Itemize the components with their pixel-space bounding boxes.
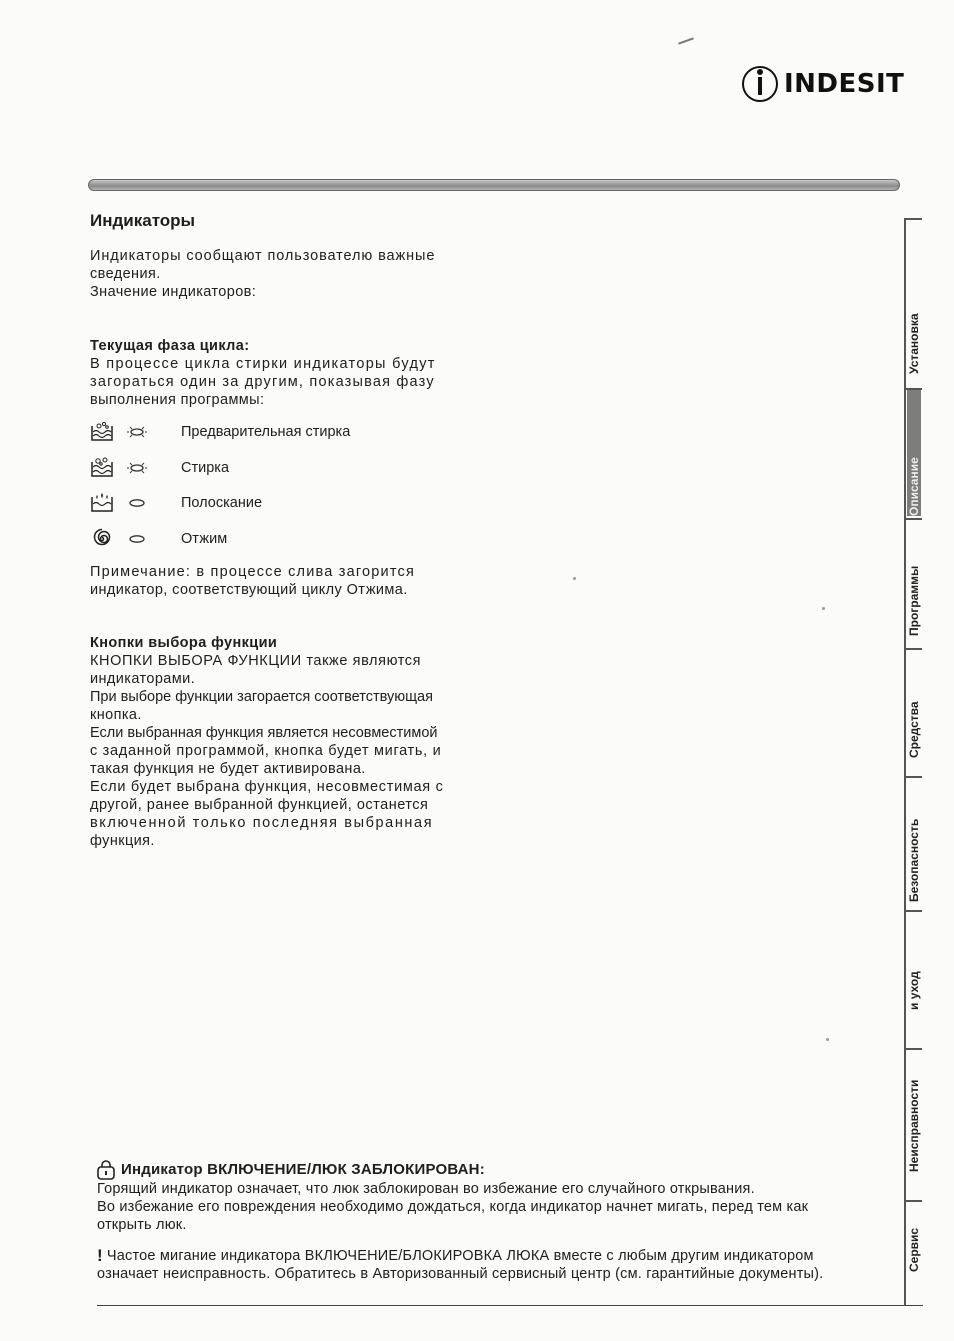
lock-icon [97, 1160, 115, 1180]
header-bar [88, 179, 900, 191]
function-text-line: с заданной программой, кнопка будет мигать, и [90, 743, 442, 759]
warning-line: Частое мигание индикатора ВКЛЮЧЕНИЕ/БЛОКИРОВКА ЛЮКА вместе с любым другим индикатором [106, 1248, 814, 1264]
indicator-row-prewash [90, 420, 351, 444]
scan-mark [678, 37, 694, 44]
door-lock-heading: Индикатор ВКЛЮЧЕНИЕ/ЛЮК ЗАБЛОКИРОВАН: [121, 1161, 485, 1178]
led-off-icon [126, 496, 148, 510]
function-text-line: такая функция не будет активирована. [90, 761, 366, 777]
intro-line: Значение индикаторов: [90, 284, 257, 300]
indicator-row-rinse [90, 491, 263, 515]
spin-icon [90, 527, 116, 551]
cycle-text-line: выполнения программы: [90, 392, 265, 408]
intro-line: Индикаторы сообщают пользователю важные [90, 248, 436, 264]
door-lock-line: Во избежание его повреждения необходимо дождаться, когда индикатор начнет мигать, перед тем как [97, 1199, 809, 1215]
sidebar-tab-setup[interactable]: Установка [907, 313, 921, 374]
function-text-line: индикаторами. [90, 671, 196, 687]
cycle-section [90, 337, 468, 409]
function-text-line: КНОПКИ ВЫБОРА ФУНКЦИИ также являются [90, 653, 422, 669]
door-lock-line: Горящий индикатор означает, что люк заблокирован во избежание его случайного открывания. [97, 1181, 755, 1197]
warning-icon: ! [97, 1246, 103, 1265]
function-text-line: При выборе функции загорается соответствующая [90, 689, 433, 705]
cycle-text-line: В процессе цикла стирки индикаторы будут [90, 356, 436, 372]
function-text-line: кнопка. [90, 707, 142, 723]
function-text-line: Если будет выбрана функция, несовместимая с [90, 779, 444, 795]
page-title: Индикаторы [90, 211, 196, 230]
prewash-icon [90, 420, 116, 444]
warning-section [97, 1247, 900, 1283]
led-off-icon [126, 532, 148, 546]
function-buttons-heading: Кнопки выбора функции [90, 635, 278, 651]
cycle-note [90, 563, 468, 599]
sidebar-tab-care[interactable]: и уход [907, 971, 921, 1010]
function-text-line: Если выбранная функция является несовместимой [90, 725, 438, 741]
function-text-line: включенной только последняя выбранная [90, 815, 434, 831]
scan-speck [826, 1038, 829, 1041]
door-lock-line: открыть люк. [97, 1217, 187, 1233]
sidebar-tab-description[interactable]: Описание [907, 390, 921, 516]
scan-speck [822, 607, 825, 610]
function-text-line: другой, ранее выбранной функцией, останется [90, 797, 429, 813]
led-lit-icon [126, 425, 148, 439]
intro-text [90, 247, 468, 301]
cycle-text-line: загораться один за другим, показывая фазу [90, 374, 435, 390]
section-sidebar [904, 218, 922, 1306]
indicator-label: Предварительная стирка [181, 424, 351, 440]
sidebar-tab-safety[interactable]: Безопасность [907, 818, 921, 902]
indicator-row-spin [90, 527, 228, 551]
indicator-label: Полоскание [181, 495, 263, 511]
brand-emblem-icon [742, 66, 778, 102]
rinse-icon [90, 491, 116, 515]
sidebar-tab-troubleshooting[interactable]: Неисправности [907, 1079, 921, 1172]
scan-speck [573, 577, 576, 580]
cycle-heading: Текущая фаза цикла: [90, 338, 250, 354]
door-lock-section [97, 1160, 900, 1234]
sidebar-tab-programs[interactable]: Программы [907, 565, 921, 636]
footer-rule [97, 1305, 923, 1306]
indicator-row-wash [90, 456, 230, 480]
sidebar-tab-detergents[interactable]: Средства [907, 701, 921, 758]
note-line: индикатор, соответствующий циклу Отжима. [90, 582, 408, 598]
led-lit-icon [126, 461, 148, 475]
brand-logo [742, 66, 904, 102]
indicator-label: Отжим [181, 531, 228, 547]
intro-line: сведения. [90, 266, 161, 282]
brand-name: INDESIT [784, 69, 905, 99]
function-text-line: функция. [90, 833, 155, 849]
function-buttons-section [90, 634, 468, 850]
note-line: Примечание: в процессе слива загорится [90, 564, 416, 580]
indicator-label: Стирка [181, 460, 230, 476]
warning-line: означает неисправность. Обратитесь в Авторизованный сервисный центр (см. гарантийные документы). [97, 1266, 824, 1282]
sidebar-tab-service[interactable]: Сервис [907, 1227, 921, 1272]
wash-icon [90, 456, 116, 480]
